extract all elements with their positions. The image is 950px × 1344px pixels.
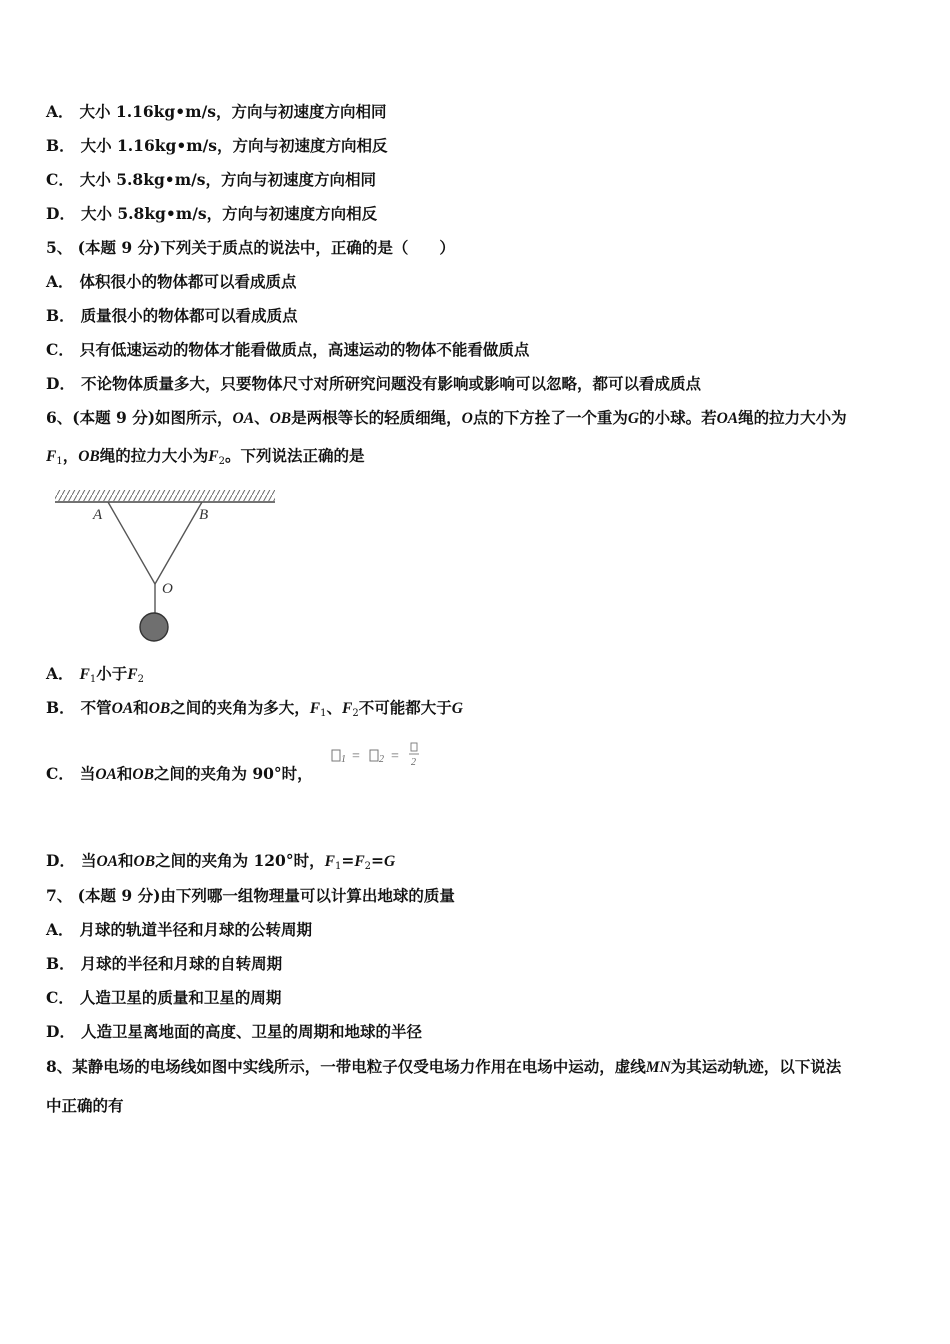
- rope-ball-diagram: [52, 486, 280, 646]
- subscript: 1: [334, 861, 342, 872]
- q7-stem: 7、 (本题 9 分)由下列哪一组物理量可以计算出地球的质量: [46, 886, 455, 905]
- q7-option-a: [46, 920, 312, 940]
- option-text: 体积很小的物体都可以看成质点: [79, 272, 297, 291]
- var-ob: OB: [78, 448, 100, 465]
- text-fragment: 的小球。若: [639, 408, 717, 427]
- denominator: 2: [411, 757, 416, 768]
- text-fragment: 小于: [96, 664, 128, 683]
- option-label: A．: [46, 102, 74, 121]
- var-g: G: [451, 700, 463, 717]
- q6-stem-line1: [46, 408, 847, 429]
- subscript: 1: [341, 754, 346, 765]
- var-f: F: [354, 853, 365, 870]
- var-f: F: [127, 666, 138, 683]
- var-f: F: [46, 448, 57, 465]
- equals-sign: =: [352, 749, 360, 764]
- option-label: D．: [46, 374, 75, 393]
- option-label: B．: [46, 306, 75, 325]
- option-label: B．: [46, 698, 75, 717]
- text-fragment: ，: [62, 446, 79, 465]
- var-f: F: [208, 448, 219, 465]
- var-mn: MN: [645, 1059, 671, 1076]
- subscript: 1: [320, 708, 327, 719]
- subscript: 2: [379, 754, 384, 765]
- option-text: 质量很小的物体都可以看成质点: [80, 306, 298, 325]
- option-label: D．: [46, 204, 75, 223]
- q4-option-a: [46, 102, 386, 122]
- var-f: F: [79, 666, 90, 683]
- text-fragment: 、: [254, 408, 270, 427]
- label-b: B: [199, 507, 209, 523]
- subscript: 2: [218, 456, 226, 467]
- missing-glyph-box: [332, 750, 340, 761]
- option-label: C．: [46, 340, 74, 359]
- subscript: 1: [56, 456, 63, 467]
- option-label: C．: [46, 764, 74, 783]
- text-fragment: =: [341, 851, 355, 870]
- subscript: 2: [352, 708, 359, 719]
- q7-option-c: [46, 988, 281, 1008]
- option-label: B．: [46, 954, 75, 973]
- option-label: D．: [46, 851, 75, 870]
- var-f: F: [341, 700, 353, 717]
- var-oa: OA: [111, 700, 134, 717]
- var-ob: OB: [269, 410, 292, 427]
- var-f: F: [309, 700, 321, 717]
- text-fragment: 之间的夹角为多大，: [170, 698, 310, 717]
- text-fragment: 不可能都大于: [358, 698, 452, 717]
- option-c-formula: [330, 742, 426, 772]
- equals-sign: =: [391, 749, 399, 764]
- q5-option-c: [46, 340, 529, 360]
- label-a: A: [93, 507, 103, 523]
- q8-stem-line2: 中正确的有: [46, 1096, 124, 1115]
- text-fragment: 是两根等长的轻质细绳，: [291, 408, 462, 427]
- option-label: A．: [46, 272, 74, 291]
- text-fragment: 当: [79, 764, 96, 783]
- q5-option-d: [46, 374, 701, 394]
- subscript: 2: [137, 674, 144, 685]
- q5-option-a: [46, 272, 297, 292]
- text-fragment: 6、(本题 9 分)如图所示，: [46, 408, 233, 427]
- option-text: 人造卫星的质量和卫星的周期: [79, 988, 282, 1007]
- text-fragment: =: [371, 851, 385, 870]
- option-text: 月球的半径和月球的自转周期: [80, 954, 283, 973]
- var-ob: OB: [133, 853, 156, 870]
- subscript: 1: [89, 674, 97, 685]
- text-fragment: 点的下方拴了一个重为: [472, 408, 628, 427]
- option-text: 人造卫星离地面的高度、卫星的周期和地球的半径: [80, 1022, 422, 1041]
- label-o: O: [162, 581, 173, 597]
- text-fragment: 和: [116, 764, 133, 783]
- var-g: G: [384, 853, 396, 870]
- option-text: 大小 1.16kg•m/s，方向与初速度方向相反: [80, 136, 388, 155]
- option-text: 不论物体质量多大，只要物体尺寸对所研究问题没有影响或影响可以忽略，都可以看成质点: [80, 374, 701, 393]
- option-label: C．: [46, 988, 74, 1007]
- q6-option-a: [46, 664, 144, 690]
- var-g: G: [627, 410, 640, 427]
- var-ob: OB: [132, 766, 154, 783]
- text-fragment: 绳的拉力大小为: [738, 408, 847, 427]
- option-text: 大小 5.8kg•m/s，方向与初速度方向相同: [79, 170, 376, 189]
- option-text: 只有低速运动的物体才能看做质点，高速运动的物体不能看做质点: [79, 340, 530, 359]
- missing-glyph-box: [370, 750, 378, 761]
- text-fragment: 当: [80, 851, 97, 870]
- option-label: D．: [46, 1022, 75, 1041]
- ceiling-hatching: [55, 490, 275, 501]
- text-fragment: 和: [118, 851, 134, 870]
- var-oa: OA: [96, 853, 119, 870]
- q7-option-d: [46, 1022, 422, 1042]
- option-label: C．: [46, 170, 74, 189]
- text-fragment: 。下列说法正确的是: [225, 446, 365, 465]
- text-fragment: 、: [326, 698, 342, 717]
- text-fragment: 和: [133, 698, 149, 717]
- text-fragment: 绳的拉力大小为: [99, 446, 209, 465]
- option-text: 大小 5.8kg•m/s，方向与初速度方向相反: [80, 204, 378, 223]
- q6-option-d: [46, 851, 395, 877]
- var-ob: OB: [148, 700, 171, 717]
- q6-option-b: [46, 698, 463, 724]
- ball: [140, 613, 168, 641]
- text-fragment: 为其运动轨迹，以下说法: [670, 1057, 842, 1076]
- text-fragment: 之间的夹角为 120°时，: [155, 851, 325, 870]
- option-label: A．: [46, 664, 74, 683]
- text-fragment: 之间的夹角为 90°时，: [153, 764, 313, 783]
- var-oa: OA: [232, 410, 255, 427]
- text-fragment: 8、某静电场的电场线如图中实线所示，一带电粒子仅受电场力作用在电场中运动，虚线: [46, 1057, 646, 1076]
- missing-glyph-box: [411, 743, 417, 751]
- q4-option-d: [46, 204, 377, 224]
- option-label: B．: [46, 136, 75, 155]
- subscript: 2: [364, 861, 372, 872]
- q5-option-b: [46, 306, 298, 326]
- rope-oa: [108, 502, 155, 584]
- q4-option-b: [46, 136, 388, 156]
- var-f: F: [324, 853, 335, 870]
- q5-stem: 5、 (本题 9 分)下列关于质点的说法中，正确的是（ ）: [46, 238, 455, 257]
- var-oa: OA: [716, 410, 739, 427]
- var-o: O: [461, 410, 473, 427]
- q7-option-b: [46, 954, 282, 974]
- text-fragment: 不管: [80, 698, 112, 717]
- q4-option-c: [46, 170, 376, 190]
- rope-ob: [155, 502, 202, 584]
- q6-option-c: [46, 764, 313, 785]
- q6-stem-line2: [46, 446, 365, 472]
- option-text: 月球的轨道半径和月球的公转周期: [79, 920, 313, 939]
- var-oa: OA: [95, 766, 117, 783]
- option-label: A．: [46, 920, 74, 939]
- q8-stem-line1: [46, 1057, 841, 1078]
- option-text: 大小 1.16kg•m/s，方向与初速度方向相同: [79, 102, 387, 121]
